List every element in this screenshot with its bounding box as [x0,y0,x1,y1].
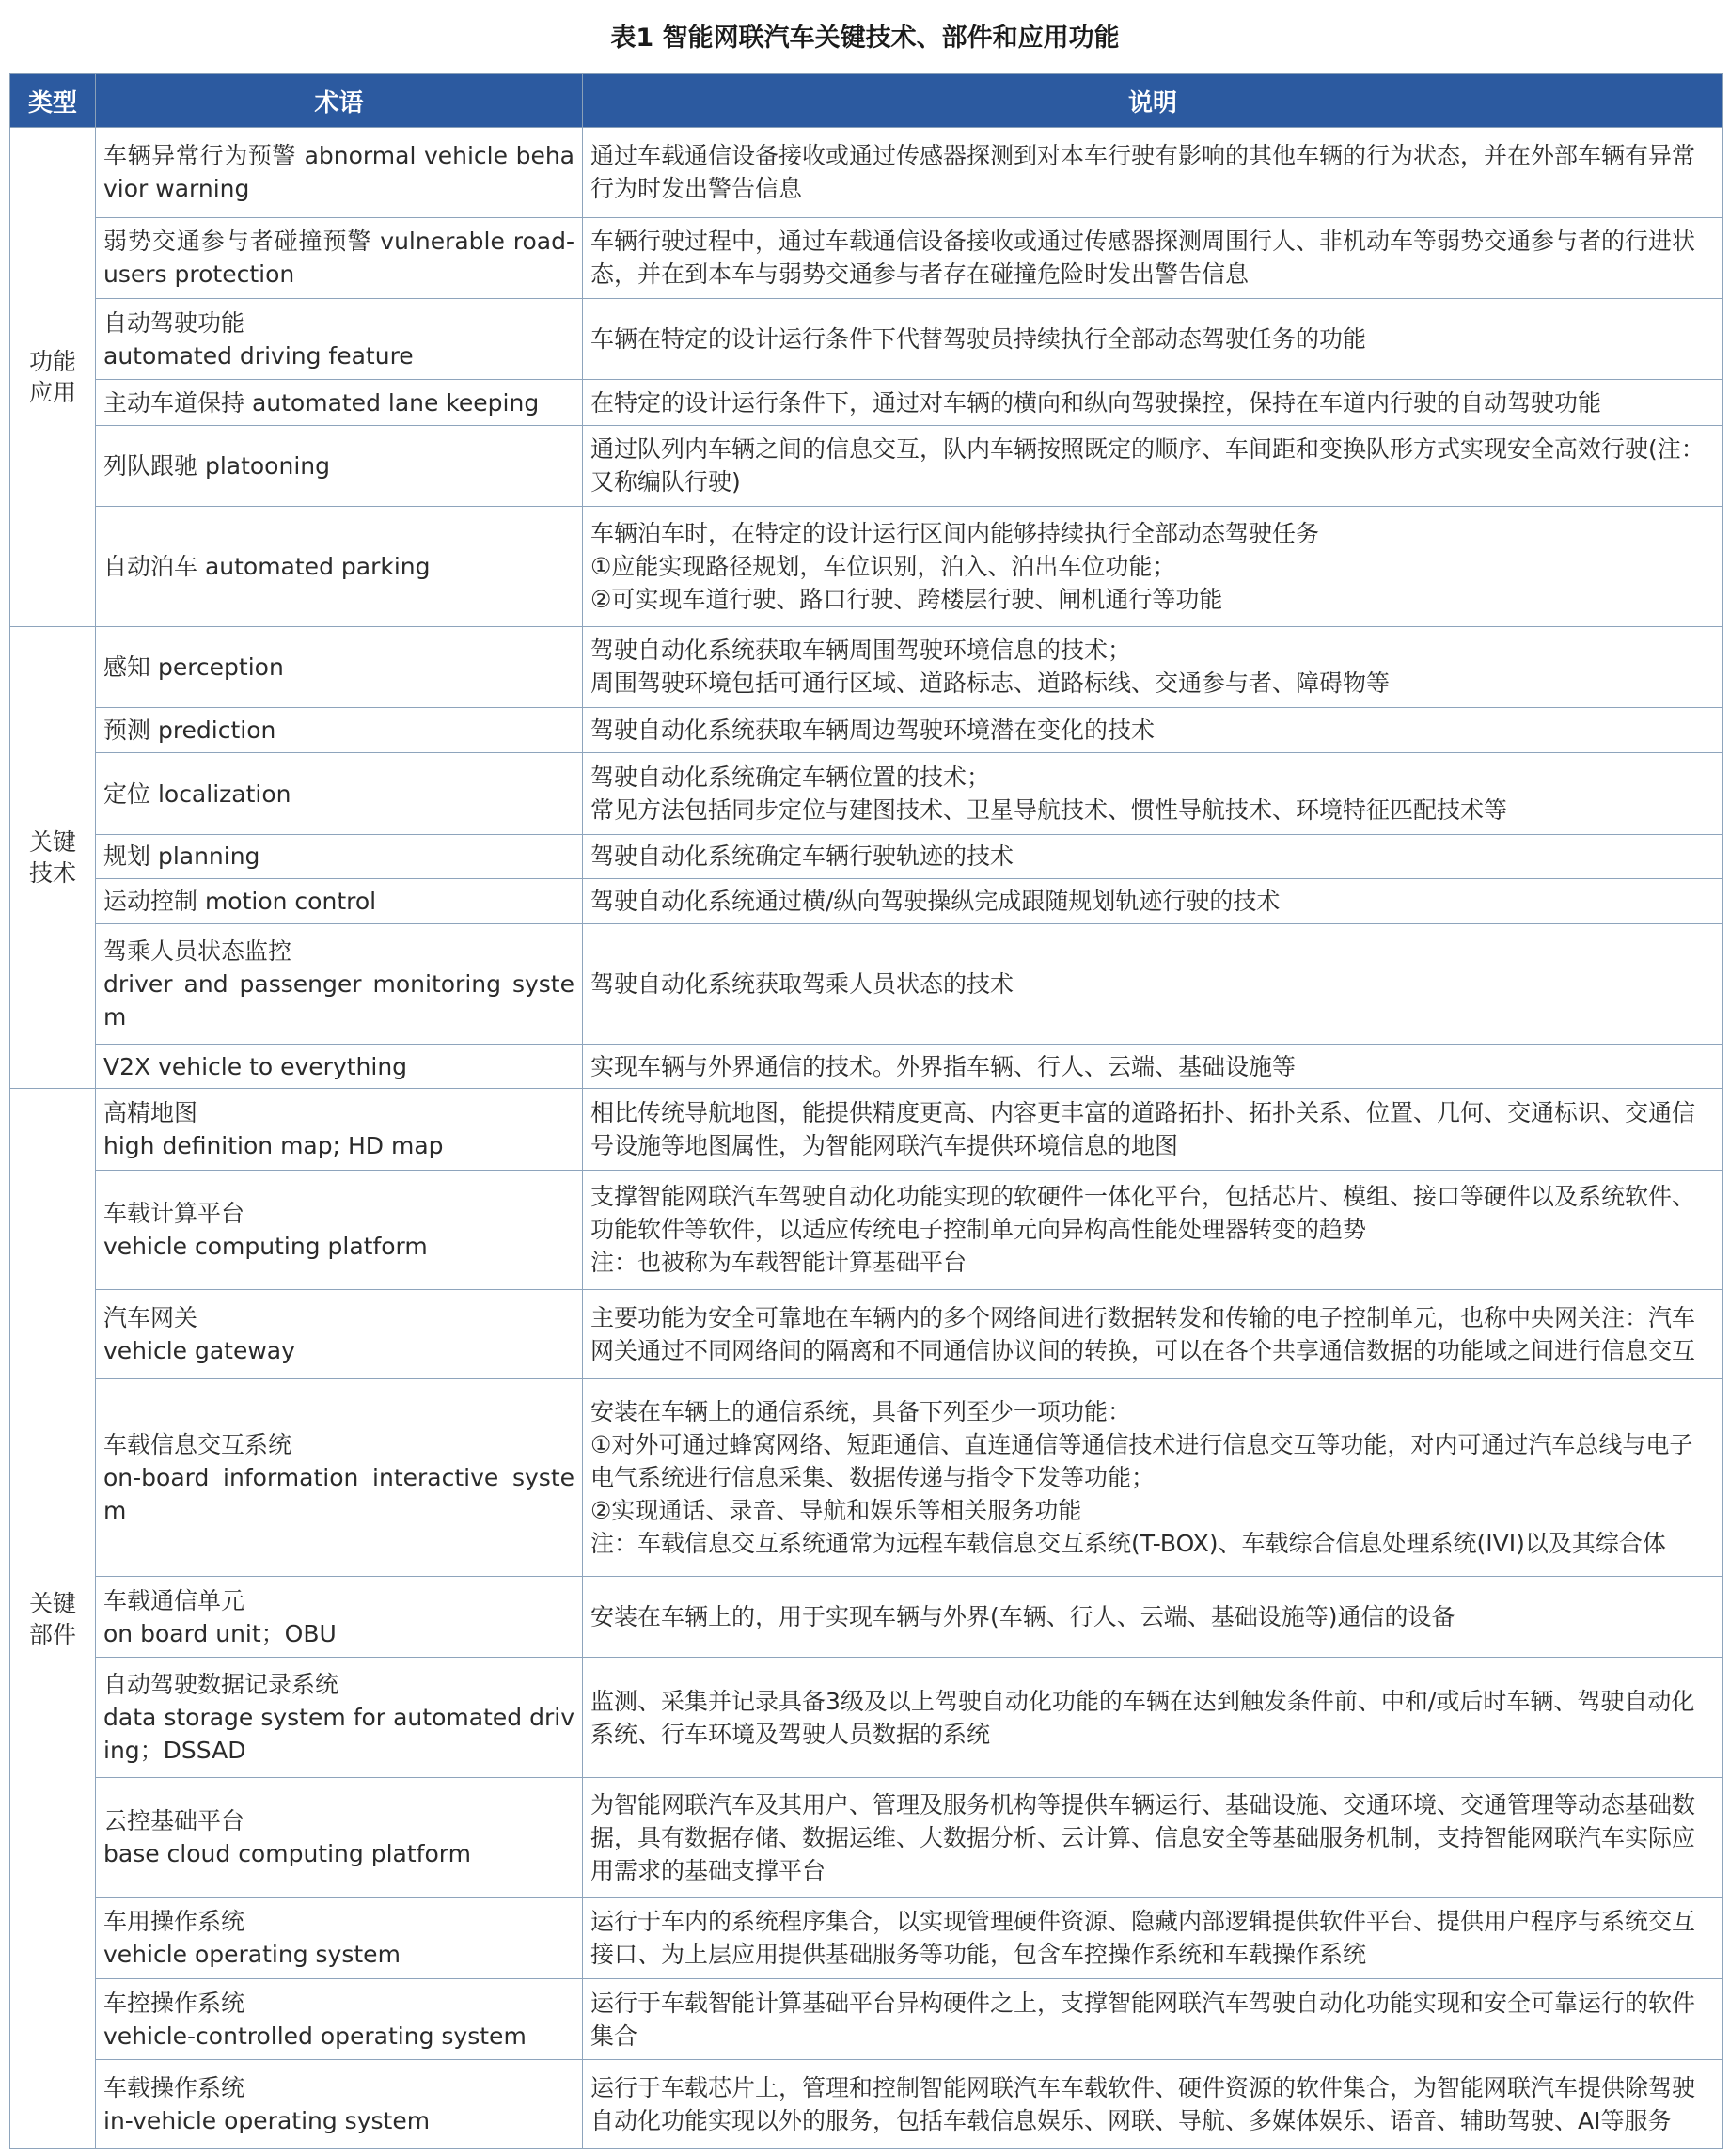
term-text: 车载信息交互系统 [103,1430,292,1458]
description-text: 通过车载通信设备接收或通过传感器探测到对本车行驶有影响的其他车辆的行为状态，并在外部车辆有异常行为时发出警告信息 [590,142,1696,203]
term-text: 定位 localization [103,779,291,808]
term-text: vehicle operating system [103,1941,401,1969]
category-cell [10,1089,96,2149]
table-row [10,2060,1723,2149]
term-cell [96,626,583,707]
description-text: 注：车载信息交互系统通常为远程车载信息交互系统(T-BOX)、车载综合信息处理系统(IVI)以及其综合体 [590,1529,1666,1557]
table-row [10,924,1723,1045]
term-text: 规划 planning [103,842,260,871]
table-row [10,380,1723,425]
description-text: 实现车辆与外界通信的技术。外界指车辆、行人、云端、基础设施等 [590,1052,1297,1080]
table-row [10,626,1723,707]
description-cell [583,128,1723,218]
description-text: ②可实现车道行驶、路口行驶、跨楼层行驶、闸机通行等功能 [590,585,1223,613]
term-text: vehicle-controlled operating system [103,2022,527,2050]
description-text: 车辆行驶过程中，通过车载通信设备接收或通过传感器探测周围行人、非机动车等弱势交通参与者的行进状态，并在到本车与弱势交通参与者存在碰撞危险时发出警告信息 [590,228,1696,289]
description-text: 在特定的设计运行条件下，通过对车辆的横向和纵向驾驶操控，保持在车道内行驶的自动驾驶功能 [590,388,1602,417]
term-text: 车载计算平台 [103,1199,245,1227]
category-label: 部件 [28,1620,76,1648]
table-row [10,128,1723,218]
table-header-row [10,74,1723,128]
term-cell [96,1979,583,2060]
description-cell [583,299,1723,380]
term-text: in-vehicle operating system [103,2107,431,2135]
description-cell [583,1170,1723,1290]
description-cell [583,924,1723,1045]
table-row [10,1658,1723,1778]
term-text: driver and passenger monitoring system [103,970,574,1031]
table-row [10,1979,1723,2060]
table-row [10,753,1723,834]
term-text: 自动驾驶功能 [103,308,245,337]
term-text: 汽车网关 [103,1304,198,1331]
description-cell [583,1979,1723,2060]
term-text: high definition map; HD map [103,1131,444,1159]
description-text: 注：也被称为车载智能计算基础平台 [590,1249,967,1277]
description-text: 驾驶自动化系统获取车辆周围驾驶环境信息的技术； [590,637,1132,665]
category-label: 关键 [28,1589,76,1617]
term-text: 车载操作系统 [103,2074,245,2102]
description-text: 相比传统导航地图，能提供精度更高、内容更丰富的道路拓扑、拓扑关系、位置、几何、交通标识、交通信号设施等地图属性，为智能网联汽车提供环境信息的地图 [590,1098,1696,1159]
table-row [10,1778,1723,1898]
description-text: 驾驶自动化系统获取车辆周边驾驶环境潜在变化的技术 [590,716,1156,745]
term-text: data storage system for automated driving；DSSAD [103,1704,574,1765]
term-text: 云控基础平台 [103,1807,245,1835]
term-cell [96,1577,583,1658]
description-text: 运行于车内的系统程序集合，以实现管理硬件资源、隐藏内部逻辑提供软件平台、提供用户程序与系统交互接口、为上层应用提供基础服务等功能，包含车控操作系统和车载操作系统 [590,1908,1696,1969]
term-cell [96,1170,583,1290]
table-body [10,128,1723,2149]
term-text: automated driving feature [103,341,414,370]
category-label: 功能 [28,347,76,375]
description-text: ①对外可通过蜂窝网络、短距通信、直连通信等通信技术进行信息交互等功能，对内可通过汽车总线与电子电气系统进行信息采集、数据传递与指令下发等功能； [590,1430,1693,1491]
table-row [10,1290,1723,1379]
table-row [10,1378,1723,1576]
description-text: 安装在车辆上的通信系统，具备下列至少一项功能： [590,1397,1132,1425]
description-text: 驾驶自动化系统确定车辆位置的技术； [590,763,991,792]
description-cell [583,1778,1723,1898]
table-row [10,217,1723,298]
description-cell [583,1089,1723,1170]
description-cell [583,1378,1723,1576]
description-cell [583,380,1723,425]
description-text: 安装在车辆上的，用于实现车辆与外界(车辆、行人、云端、基础设施等)通信的设备 [590,1603,1455,1631]
table-row [10,1089,1723,1170]
table-row [10,878,1723,923]
term-text: vehicle computing platform [103,1232,428,1260]
category-label: 技术 [28,858,76,887]
description-cell [583,425,1723,506]
terms-table [9,73,1723,2149]
term-text: on board unit；OBU [103,1619,337,1647]
term-text: 车载通信单元 [103,1586,245,1614]
term-text: 运动控制 motion control [103,888,377,916]
table-row [10,1897,1723,1978]
description-text: 运行于车载芯片上，管理和控制智能网联汽车车载软件、硬件资源的软件集合，为智能网联汽车提供除驾驶自动化功能实现以外的服务，包括车载信息娱乐、网联、导航、多媒体娱乐、语音、辅助驾驶、AI等服务 [590,2074,1696,2135]
category-label: 应用 [28,378,76,406]
term-text: base cloud computing platform [103,1840,471,1868]
term-text: 弱势交通参与者碰撞预警 vulnerable road-users protection [103,228,574,289]
description-cell [583,1577,1723,1658]
term-text: 预测 prediction [103,716,276,745]
description-text: 监测、采集并记录具备3级及以上驾驶自动化功能的车辆在达到触发条件前、中和/或后时车辆、驾驶自动化系统、行车环境及驾驶人员数据的系统 [590,1687,1695,1748]
description-cell [583,1290,1723,1379]
header-type: 类型 [10,74,96,128]
description-cell [583,217,1723,298]
description-text: 通过队列内车辆之间的信息交互，队内车辆按照既定的顺序、车间距和变换队形方式实现安全高效行驶(注：又称编队行驶) [590,435,1705,496]
term-text: 车用操作系统 [103,1908,245,1936]
term-cell [96,1378,583,1576]
term-text: 感知 perception [103,653,284,681]
description-text: 为智能网联汽车及其用户、管理及服务机构等提供车辆运行、基础设施、交通环境、交通管理等动态基础数据，具有数据存储、数据运维、大数据分析、云计算、信息安全等基础服务机制，支持智能网联汽车实际应用需求的基础支撑平台 [590,1790,1696,1884]
term-cell [96,507,583,627]
description-cell [583,878,1723,923]
header-description: 说明 [583,74,1723,128]
term-cell [96,2060,583,2149]
description-cell [583,707,1723,752]
term-cell [96,1897,583,1978]
description-cell [583,626,1723,707]
term-text: vehicle gateway [103,1337,295,1364]
term-cell [96,1045,583,1089]
description-cell [583,753,1723,834]
table-row [10,834,1723,878]
category-cell [10,128,96,627]
description-cell [583,507,1723,627]
description-text: 运行于车载智能计算基础平台异构硬件之上，支撑智能网联汽车驾驶自动化功能实现和安全可靠运行的软件集合 [590,1989,1696,2050]
term-cell [96,1778,583,1898]
term-cell [96,753,583,834]
table-row [10,507,1723,627]
term-text: 高精地图 [103,1098,198,1126]
description-text: 车辆泊车时，在特定的设计运行区间内能够持续执行全部动态驾驶任务 [590,519,1320,547]
category-label: 关键 [28,827,76,856]
description-text: 常见方法包括同步定位与建图技术、卫星导航技术、惯性导航技术、环境特征匹配技术等 [590,796,1508,825]
description-text: 驾驶自动化系统获取驾乘人员状态的技术 [590,970,1014,999]
table-row [10,1170,1723,1290]
table-row [10,1577,1723,1658]
description-text: 驾驶自动化系统通过横/纵向驾驶操纵完成跟随规划轨迹行驶的技术 [590,888,1281,916]
table-caption: 表1 智能网联汽车关键技术、部件和应用功能 [610,24,1120,53]
term-cell [96,299,583,380]
term-cell [96,425,583,506]
term-text: 自动泊车 automated parking [103,552,431,580]
term-cell [96,380,583,425]
term-cell [96,128,583,218]
description-cell [583,1658,1723,1778]
term-cell [96,1658,583,1778]
term-cell [96,924,583,1045]
description-cell [583,834,1723,878]
term-text: 车辆异常行为预警 abnormal vehicle behavior warning [103,142,574,203]
term-text: 主动车道保持 automated lane keeping [103,388,540,417]
table-row [10,707,1723,752]
term-cell [96,878,583,923]
description-cell [583,1897,1723,1978]
description-text: 驾驶自动化系统确定车辆行驶轨迹的技术 [590,842,1014,871]
term-cell [96,1089,583,1170]
description-text: ①应能实现路径规划，车位识别，泊入、泊出车位功能； [590,552,1176,580]
description-text: 支撑智能网联汽车驾驶自动化功能实现的软硬件一体化平台，包括芯片、模组、接口等硬件以及系统软件、功能软件等软件，以适应传统电子控制单元向异构高性能处理器转变的趋势 [590,1183,1696,1244]
description-text: ②实现通话、录音、导航和娱乐等相关服务功能 [590,1496,1082,1524]
description-text: 车辆在特定的设计运行条件下代替驾驶员持续执行全部动态驾驶任务的功能 [590,325,1367,354]
term-text: 驾乘人员状态监控 [103,937,292,966]
table-row [10,425,1723,506]
term-text: 自动驾驶数据记录系统 [103,1671,339,1699]
term-cell [96,834,583,878]
term-cell [96,1290,583,1379]
term-text: 列队跟驰 platooning [103,451,330,480]
term-text: on-board information interactive system [103,1463,574,1524]
description-cell [583,2060,1723,2149]
term-text: V2X vehicle to everything [103,1052,408,1080]
header-term: 术语 [96,74,583,128]
term-cell [96,707,583,752]
description-text: 周围驾驶环境包括可通行区域、道路标志、道路标线、交通参与者、障碍物等 [590,669,1391,698]
description-text: 主要功能为安全可靠地在车辆内的多个网络间进行数据转发和传输的电子控制单元，也称中央网关注：汽车网关通过不同网络间的隔离和不同通信协议间的转换，可以在各个共享通信数据的功能域之间进行信息交互 [590,1304,1696,1364]
table-row [10,299,1723,380]
description-cell [583,1045,1723,1089]
table-row [10,1045,1723,1089]
term-cell [96,217,583,298]
category-cell [10,626,96,1089]
term-text: 车控操作系统 [103,1989,245,2017]
